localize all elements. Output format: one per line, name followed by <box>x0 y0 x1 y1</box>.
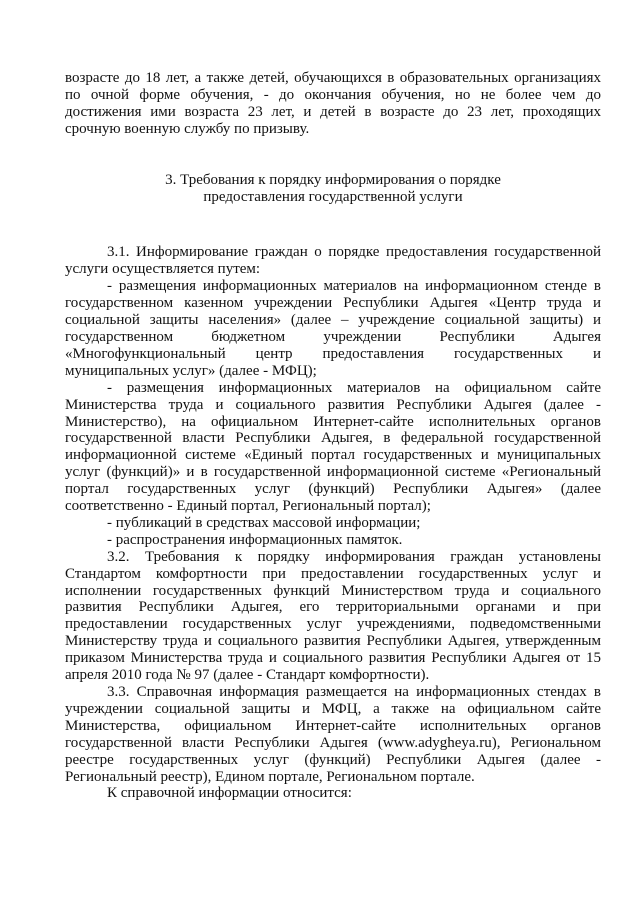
paragraph-continuation: возрасте до 18 лет, а также детей, обучающихся в образовательных организациях по очной форме обучения, - до окончания обучения, но не более чем до достижения ими возраста 23 лет, и детей в возрасте до 23 лет, проходящих срочную военную службу по призыву. <box>65 70 601 137</box>
document-page <box>65 70 601 802</box>
list-item-sites: - размещения информационных материалов на официальном сайте Министерства труда и социального развития Республики Адыгея (далее - Министерство), на официальном Интернет-сайте исполнительных органов государственной власти Республики Адыгея, в федеральной государственной информационной системе «Единый портал государственных и муниципальных услуг (функций)» и в государственной информационной системе «Региональный портал государственных услуг (функций) Республики Адыгея» (далее соответственно - Единый портал, Региональный портал); <box>65 379 601 515</box>
spacer <box>65 138 601 172</box>
paragraph-3-1: 3.1. Информирование граждан о порядке предоставления государственной услуги осуществляется путем: <box>65 244 601 278</box>
paragraph-3-2: 3.2. Требования к порядку информирования граждан установлены Стандартом комфортности при предоставлении государственных услуг и исполнении государственных функций Министерством труда и социального развития Республики Адыгея, его территориальными органами и при предоставлении государственных услуг учреждениями, подведомственными Министерству труда и социального развития Республики Адыгея, утвержденным приказом Министерства труда и социального развития Республики Адыгея от 15 апреля 2010 года № 97 (далее - Стандарт комфортности). <box>65 548 601 684</box>
list-item-stend: - размещения информационных материалов на информационном стенде в государственном казенном учреждении Республики Адыгея «Центр труда и социальной защиты населения» (далее – учреждение социальной защиты) и государственном бюджетном учреждении Республики Адыгея «Многофункциональный центр предоставления государственных и муниципальных услуг» (далее - МФЦ); <box>65 278 601 379</box>
section-title-line-1: 3. Требования к порядку информирования о порядке <box>165 171 501 188</box>
section-title-line-2: предоставления государственной услуги <box>203 188 463 205</box>
paragraph-reference-info: К справочной информации относится: <box>107 785 352 802</box>
list-item-leaflets: - распространения информационных памяток. <box>107 531 403 548</box>
paragraph-3-3: 3.3. Справочная информация размещается на информационных стендах в учреждении социальной защиты и МФЦ, а также на официальном сайте Министерства, официальном Интернет-сайте исполнительных органов государственной власти Республики Адыгея (www.adygheya.ru), Региональном реестре государственных услуг (функций) Республики Адыгея (далее - Региональный реестр), Едином портале, Региональном портале. <box>65 684 601 785</box>
list-item-media: - публикаций в средствах массовой информации; <box>107 514 421 531</box>
spacer <box>65 205 601 244</box>
